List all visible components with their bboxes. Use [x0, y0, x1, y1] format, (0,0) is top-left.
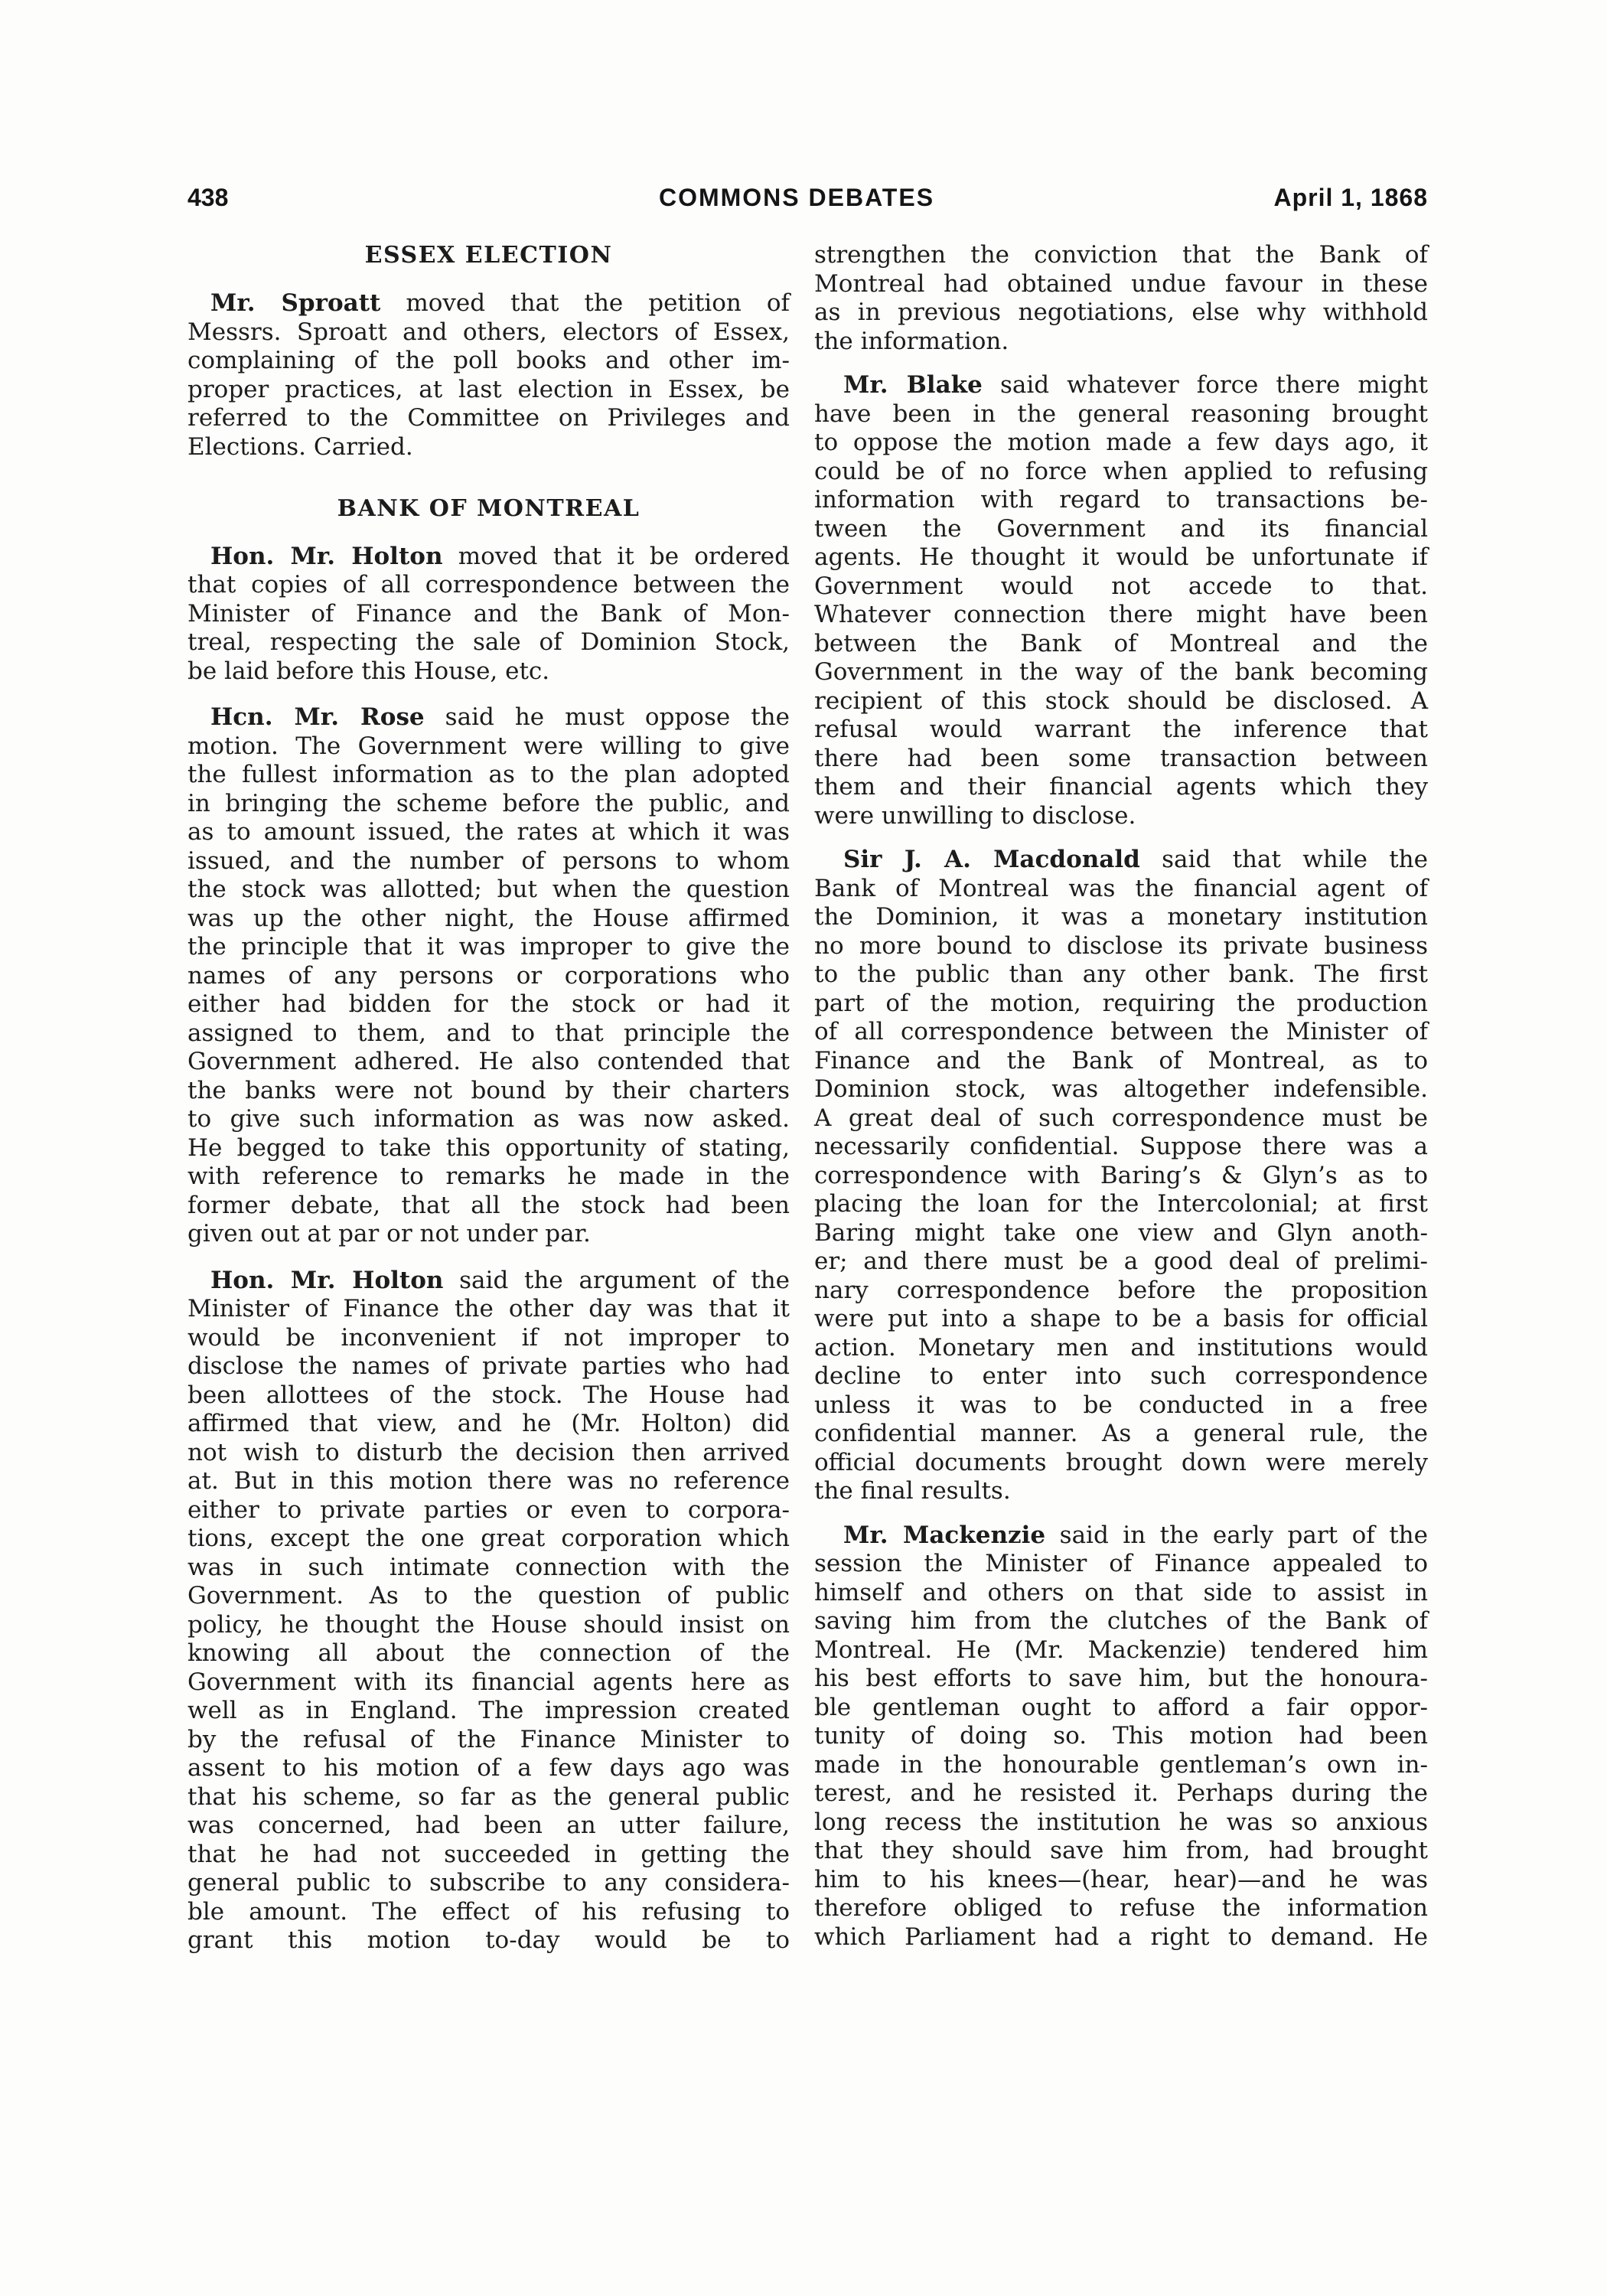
text-line: Dominion stock, was altogether indefensible. [814, 1075, 1428, 1103]
text-line: the principle that it was improper to give the [187, 933, 790, 960]
text-line: in bringing the scheme before the public, and [187, 789, 790, 817]
text-line: referred to the Committee on Privileges and [187, 404, 790, 432]
text-line: Government would not accede to that. [814, 572, 1428, 600]
text-line: either had bidden for the stock or had it [187, 990, 790, 1018]
text-line: that they should save him from, had brought [814, 1837, 1428, 1864]
text-line: himself and others on that side to assist in [814, 1578, 1428, 1606]
text-line: Montreal had obtained undue favour in these [814, 269, 1428, 298]
text-line: well as in England. The impression created [187, 1697, 790, 1724]
text-line: be laid before this House, etc. [187, 657, 550, 685]
text-line: Baring might take one view and Glyn anoth- [814, 1218, 1428, 1247]
text-line: was concerned, had been an utter failure, [187, 1812, 790, 1839]
text-line: the Dominion, it was a monetary institution [814, 903, 1428, 931]
text-line: treal, respecting the sale of Dominion Stock, [187, 628, 790, 656]
text-line: with reference to remarks he made in the [187, 1163, 790, 1190]
left-column [187, 241, 790, 1955]
text-line: between the Bank of Montreal and the [814, 629, 1428, 657]
text-line: made in the honourable gentleman’s own in- [814, 1750, 1428, 1779]
text-line [187, 289, 790, 318]
text-line: unless it was to be conducted in a free [814, 1391, 1428, 1419]
section-heading: ESSEX ELECTION [364, 242, 613, 269]
page-header [0, 182, 1607, 213]
text-line: saving him from the clutches of the Bank of [814, 1607, 1428, 1635]
text-line: Montreal. He (Mr. Mackenzie) tendered him [814, 1636, 1428, 1664]
text-line: affirmed that view, and he (Mr. Holton) did [187, 1410, 790, 1437]
text-line: placing the loan for the Intercolonial; at first [814, 1190, 1428, 1218]
text-line: general public to subscribe to any considera- [187, 1869, 790, 1896]
text-line: assent to his motion of a few days ago was [187, 1754, 790, 1782]
text-line: disclose the names of private parties who had [187, 1352, 790, 1380]
speaker-name: Sir J. A. Macdonald [843, 846, 1140, 873]
speaker-name: Mr. Mackenzie [843, 1521, 1046, 1549]
text-line [814, 1521, 1428, 1551]
text-line: tions, except the one great corporation which [187, 1525, 790, 1552]
text-line: Minister of Finance the other day was that it [187, 1295, 790, 1322]
text-line: no more bound to disclose its private business [814, 931, 1428, 960]
text-line: Minister of Finance and the Bank of Mon- [187, 599, 790, 628]
text-line: that he had not succeeded in getting the [187, 1840, 790, 1868]
speech-text: moved that it be ordered [458, 542, 790, 570]
text-line: not wish to disturb the decision then arrived [187, 1438, 790, 1466]
text-line: information with regard to transactions be- [814, 486, 1428, 514]
text-line: Government adhered. He also contended that [187, 1048, 790, 1075]
text-line: have been in the general reasoning brought [814, 400, 1428, 428]
speech-paragraph [814, 1521, 1428, 1952]
text-line: to oppose the motion made a few days ago, it [814, 429, 1428, 456]
text-line: as in previous negotiations, else why withhold [814, 298, 1428, 326]
text-line: that his scheme, so far as the general public [187, 1782, 790, 1811]
text-line: ble amount. The effect of his refusing to [187, 1897, 790, 1926]
text-line [187, 703, 790, 732]
text-line: agents. He thought it would be unfortunate if [814, 543, 1428, 571]
page-number: 438 [187, 184, 229, 211]
text-line: were put into a shape to be a basis for official [814, 1305, 1428, 1332]
text-line: A great deal of such correspondence must be [814, 1104, 1428, 1132]
text-line: them and their financial agents which they [814, 773, 1428, 801]
text-line: Government. As to the question of public [187, 1582, 790, 1609]
text-line: Bank of Montreal was the financial agent of [814, 874, 1428, 902]
text-line [187, 543, 790, 572]
text-line: Messrs. Sproatt and others, electors of Essex, [187, 318, 790, 346]
text-line: the final results. [814, 1477, 1011, 1505]
text-line: er; and there must be a good deal of prelimi- [814, 1247, 1428, 1275]
text-line: ble gentleman ought to afford a fair oppor- [814, 1693, 1428, 1721]
text-line: therefore obliged to refuse the information [814, 1894, 1428, 1922]
text-line: to the public than any other bank. The first [814, 960, 1428, 988]
text-line: He begged to take this opportunity of stating, [187, 1133, 790, 1162]
text-line: the information. [814, 327, 1009, 355]
text-line: was in such intimate connection with the [187, 1553, 790, 1581]
text-line: at. But in this motion there was no reference [187, 1467, 790, 1495]
text-line: him to his knees—(hear, hear)—and he was [814, 1865, 1428, 1893]
text-line: of all correspondence between the Minister of [814, 1018, 1428, 1045]
text-line: part of the motion, requiring the production [814, 989, 1428, 1017]
text-line: recipient of this stock should be disclosed. A [814, 687, 1428, 715]
speaker-name: Mr. Blake [843, 371, 983, 399]
speech-text: said in the early part of the [1059, 1521, 1428, 1549]
text-line: been allottees of the stock. The House had [187, 1381, 790, 1409]
text-line: necessarily confidential. Suppose there was a [814, 1133, 1428, 1160]
text-line: tunity of doing so. This motion had been [814, 1722, 1428, 1750]
speaker-name: Mr. Sproatt [210, 289, 381, 317]
text-line: the banks were not bound by their charters [187, 1076, 790, 1104]
text-line: knowing all about the connection of the [187, 1639, 790, 1667]
text-line: either to private parties or even to corpora- [187, 1495, 790, 1524]
text-line: issued, and the number of persons to whom [187, 846, 790, 875]
speaker-name: Hon. Mr. Holton [210, 542, 443, 570]
text-line: that copies of all correspondence between the [187, 571, 790, 598]
text-line: the stock was allotted; but when the question [187, 876, 790, 903]
speech-paragraph [814, 241, 1428, 356]
text-line: his best efforts to save him, but the honoura- [814, 1665, 1428, 1692]
text-line: Whatever connection there might have been [814, 601, 1428, 628]
text-line: Government in the way of the bank becoming [814, 658, 1428, 686]
text-line: Elections. Carried. [187, 432, 413, 461]
text-line [814, 371, 1428, 400]
speech-text: said whatever force there might [999, 371, 1429, 399]
speaker-name: Hon. Mr. Holton [210, 1266, 444, 1294]
text-line: refusal would warrant the inference that [814, 716, 1428, 743]
text-line: as to amount issued, the rates at which it was [187, 818, 790, 846]
text-line: proper practices, at last election in Essex, be [187, 375, 790, 403]
speech-paragraph [814, 371, 1428, 830]
text-line: which Parliament had a right to demand. He [814, 1923, 1428, 1951]
text-line: motion. The Government were willing to give [187, 732, 790, 760]
page-date: April 1, 1868 [1273, 184, 1428, 211]
speech-text: said he must oppose the [445, 703, 790, 731]
text-line: strengthen the conviction that the Bank of [814, 241, 1428, 269]
text-line: confidential manner. As a general rule, the [814, 1420, 1428, 1447]
text-line: Government with its financial agents here as [187, 1668, 790, 1696]
section-heading: BANK OF MONTREAL [337, 494, 641, 522]
text-line: the fullest information as to the plan adopted [187, 761, 790, 788]
text-line: could be of no force when applied to refusing [814, 457, 1428, 485]
speech-paragraph [187, 543, 790, 687]
text-line: names of any persons or corporations who [187, 961, 790, 990]
text-line: former debate, that all the stock had been [187, 1191, 790, 1219]
text-line: official documents brought down were merely [814, 1448, 1428, 1476]
text-line: policy, he thought the House should insist on [187, 1610, 790, 1639]
text-line: was up the other night, the House affirmed [187, 904, 790, 932]
text-line: decline to enter into such correspondence [814, 1362, 1428, 1390]
text-line: to give such information as was now asked. [187, 1105, 790, 1133]
text-line: long recess the institution he was so anxious [814, 1808, 1428, 1836]
speech-paragraph [814, 846, 1428, 1506]
text-line [814, 846, 1428, 875]
text-line: there had been some transaction between [814, 744, 1428, 772]
text-line: were unwilling to disclose. [814, 801, 1136, 830]
speech-paragraph [187, 289, 790, 461]
text-line: by the refusal of the Finance Minister to [187, 1725, 790, 1753]
text-line: nary correspondence before the proposition [814, 1276, 1428, 1304]
text-line: assigned to them, and to that principle the [187, 1019, 790, 1047]
speech-text: said the argument of the [459, 1266, 790, 1294]
text-line: correspondence with Baring’s & Glyn’s as to [814, 1161, 1428, 1189]
right-column [814, 241, 1428, 1952]
text-line: complaining of the poll books and other im- [187, 347, 790, 374]
text-line [187, 1267, 790, 1296]
text-line: given out at par or not under par. [187, 1220, 591, 1247]
speech-paragraph [187, 703, 790, 1249]
text-line: action. Monetary men and institutions would [814, 1333, 1428, 1362]
running-title: COMMONS DEBATES [658, 184, 935, 211]
speech-paragraph [187, 1267, 790, 1955]
text-line: grant this motion to-day would be to [187, 1926, 790, 1954]
text-line: session the Minister of Finance appealed to [814, 1550, 1428, 1577]
speech-text: moved that the petition of [406, 289, 790, 317]
speech-text: said that while the [1162, 846, 1428, 873]
speaker-name: Hcn. Mr. Rose [210, 703, 425, 731]
text-line: tween the Government and its financial [814, 514, 1428, 543]
text-line: Finance and the Bank of Montreal, as to [814, 1046, 1428, 1075]
text-line: terest, and he resisted it. Perhaps during the [814, 1779, 1428, 1807]
text-line: would be inconvenient if not improper to [187, 1323, 790, 1352]
